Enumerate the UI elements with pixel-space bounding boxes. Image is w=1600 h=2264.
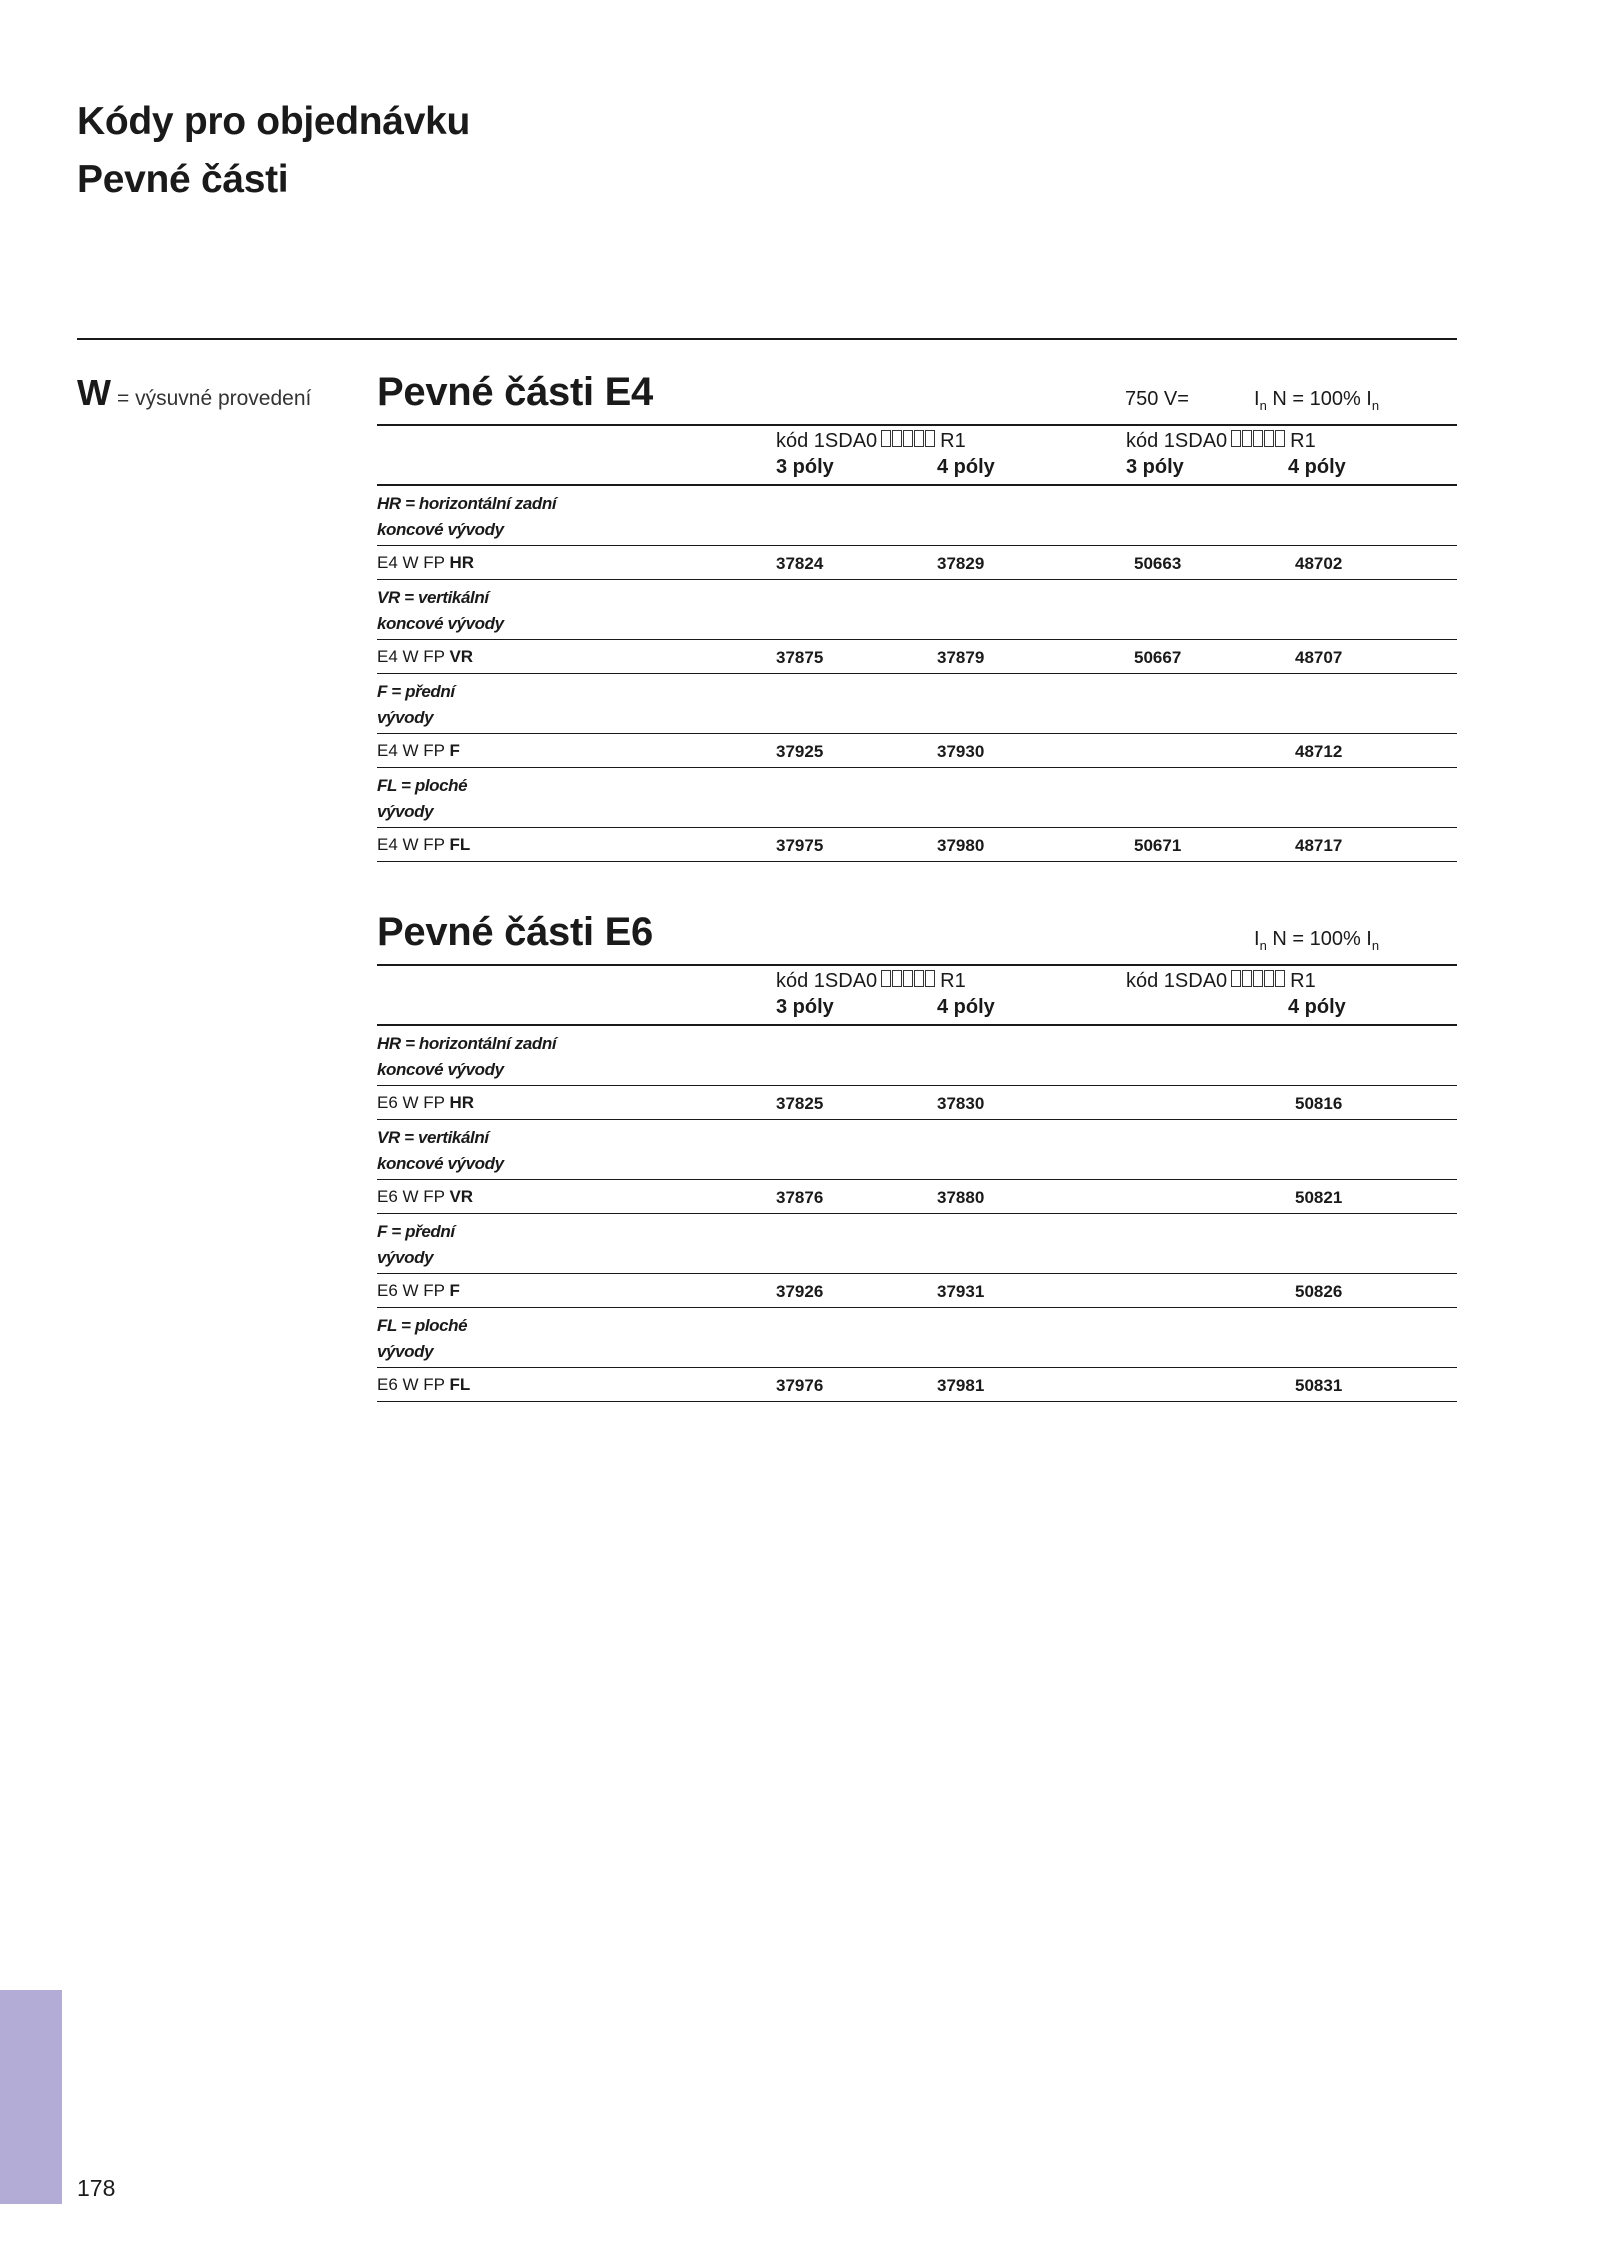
order-code-cell: 48702 <box>1295 554 1343 573</box>
terminal-type: HR <box>449 553 474 572</box>
poles-4-header: 4 póly <box>937 996 995 1018</box>
group-line: FL = ploché <box>377 776 468 795</box>
table-row <box>377 1086 1457 1120</box>
header-divider <box>77 338 1457 340</box>
code-placeholder-boxes <box>881 430 936 453</box>
order-code-cell: 37925 <box>776 742 824 761</box>
terminal-group-label <box>377 585 637 637</box>
code-placeholder-box <box>1264 970 1274 987</box>
table-row <box>377 640 1457 674</box>
code-suffix: R1 <box>1290 430 1316 452</box>
code-placeholder-boxes <box>1231 970 1286 993</box>
page-number: 178 <box>77 2175 116 2201</box>
terminal-group-row <box>377 486 1457 546</box>
in-text: N = 100% I <box>1266 928 1372 950</box>
code-placeholder-boxes <box>1231 430 1286 453</box>
terminal-group-label <box>377 773 637 825</box>
code-placeholder-box <box>881 430 891 447</box>
group-line: VR = vertikální <box>377 1128 489 1147</box>
order-code-cell: 37976 <box>776 1376 824 1395</box>
order-code-cell: 50816 <box>1295 1094 1343 1113</box>
section-e6 <box>377 910 1457 1402</box>
order-code-cell: 37824 <box>776 554 824 573</box>
group-line: vývody <box>377 802 434 821</box>
order-code-cell: 37875 <box>776 648 824 667</box>
order-code-cell: 37829 <box>937 554 985 573</box>
code-placeholder-box <box>1253 430 1263 447</box>
table-row <box>377 734 1457 768</box>
code-placeholder-boxes <box>881 970 936 993</box>
group-line: VR = vertikální <box>377 588 489 607</box>
code-placeholder-box <box>881 970 891 987</box>
voltage-label: 750 V= <box>1125 388 1189 410</box>
in-symbol: I <box>1254 388 1260 410</box>
code-placeholder-box <box>914 970 924 987</box>
legend-text: = výsuvné provedení <box>116 387 312 410</box>
group-line: koncové vývody <box>377 1060 504 1079</box>
terminal-group-label <box>377 491 637 543</box>
group-line: vývody <box>377 1248 434 1267</box>
product-name <box>377 1093 474 1113</box>
group-line: vývody <box>377 708 434 727</box>
code-prefix: kód 1SDA0 <box>1126 970 1228 992</box>
code-placeholder-box <box>892 970 902 987</box>
group-line: koncové vývody <box>377 1154 504 1173</box>
group-line: koncové vývody <box>377 520 504 539</box>
order-code-cell: 37825 <box>776 1094 824 1113</box>
code-placeholder-box <box>1242 430 1252 447</box>
group-line: vývody <box>377 1342 434 1361</box>
order-code-pattern <box>1126 970 1316 993</box>
legend-w <box>77 372 311 414</box>
terminal-group-row <box>377 1214 1457 1274</box>
poles-4-header: 4 póly <box>1288 996 1346 1018</box>
poles-3-header: 3 póly <box>1126 456 1184 478</box>
rated-current-label <box>1254 928 1379 953</box>
section-title: Pevné části E4 <box>377 370 653 414</box>
table-header <box>377 424 1457 486</box>
in-subscript: n <box>1371 398 1380 413</box>
terminal-group-label <box>377 1125 637 1177</box>
order-code-pattern <box>1126 430 1316 453</box>
order-code-cell: 50821 <box>1295 1188 1343 1207</box>
terminal-group-row <box>377 1308 1457 1368</box>
product-prefix: E4 W FP <box>377 835 450 854</box>
legend-letter: W <box>77 372 111 413</box>
group-line: F = přední <box>377 682 455 701</box>
order-code-cell: 37975 <box>776 836 824 855</box>
table-row <box>377 1368 1457 1402</box>
terminal-type: VR <box>449 1187 474 1206</box>
code-placeholder-box <box>925 970 935 987</box>
terminal-group-row <box>377 1026 1457 1086</box>
order-code-cell: 37876 <box>776 1188 824 1207</box>
product-prefix: E6 W FP <box>377 1375 450 1394</box>
product-name <box>377 1187 473 1207</box>
product-name <box>377 1281 460 1301</box>
group-line: koncové vývody <box>377 614 504 633</box>
table-row <box>377 546 1457 580</box>
page-title-line2: Pevné části <box>77 158 289 201</box>
product-prefix: E6 W FP <box>377 1281 450 1300</box>
terminal-group-label <box>377 1031 637 1083</box>
product-prefix: E4 W FP <box>377 741 450 760</box>
code-prefix: kód 1SDA0 <box>776 970 878 992</box>
terminal-group-row <box>377 1120 1457 1180</box>
product-prefix: E4 W FP <box>377 553 450 572</box>
table-header <box>377 964 1457 1026</box>
terminal-group-row <box>377 768 1457 828</box>
order-code-cell: 37880 <box>937 1188 985 1207</box>
in-text: N = 100% I <box>1266 388 1372 410</box>
code-prefix: kód 1SDA0 <box>1126 430 1228 452</box>
in-subscript: n <box>1259 398 1267 413</box>
group-line: HR = horizontální zadní <box>377 494 557 513</box>
terminal-group-label <box>377 679 637 731</box>
table-row <box>377 1180 1457 1214</box>
terminal-type: F <box>449 1281 460 1300</box>
order-code-cell: 50663 <box>1134 554 1182 573</box>
terminal-type: FL <box>449 835 471 854</box>
code-placeholder-box <box>1242 970 1252 987</box>
code-placeholder-box <box>1275 970 1285 987</box>
in-subscript: n <box>1371 938 1380 953</box>
code-prefix: kód 1SDA0 <box>776 430 878 452</box>
order-code-cell: 50831 <box>1295 1376 1343 1395</box>
group-line: HR = horizontální zadní <box>377 1034 557 1053</box>
page-title-line1: Kódy pro objednávku <box>77 100 471 143</box>
code-placeholder-box <box>914 430 924 447</box>
order-code-cell: 37980 <box>937 836 985 855</box>
code-placeholder-box <box>1275 430 1285 447</box>
order-code-cell: 50671 <box>1134 836 1182 855</box>
product-name <box>377 553 474 573</box>
order-code-pattern <box>776 430 966 453</box>
product-prefix: E6 W FP <box>377 1187 450 1206</box>
section-title-bar <box>377 370 1457 420</box>
order-code-cell: 50667 <box>1134 648 1182 667</box>
code-placeholder-box <box>892 430 902 447</box>
order-code-pattern <box>776 970 966 993</box>
in-symbol: I <box>1254 928 1260 950</box>
product-name <box>377 835 470 855</box>
code-placeholder-box <box>1264 430 1274 447</box>
table-row <box>377 828 1457 862</box>
code-suffix: R1 <box>1290 970 1316 992</box>
terminal-group-label <box>377 1219 637 1271</box>
code-placeholder-box <box>1253 970 1263 987</box>
code-placeholder-box <box>1231 430 1241 447</box>
product-name <box>377 647 473 667</box>
chapter-tab <box>0 1990 62 2204</box>
code-placeholder-box <box>925 430 935 447</box>
product-prefix: E4 W FP <box>377 647 450 666</box>
group-line: FL = ploché <box>377 1316 468 1335</box>
order-code-cell: 37931 <box>937 1282 985 1301</box>
order-code-cell: 48717 <box>1295 836 1343 855</box>
order-code-cell: 48707 <box>1295 648 1343 667</box>
product-prefix: E6 W FP <box>377 1093 450 1112</box>
in-subscript: n <box>1259 938 1267 953</box>
order-code-cell: 37879 <box>937 648 985 667</box>
table-row <box>377 1274 1457 1308</box>
terminal-type: VR <box>449 647 474 666</box>
terminal-group-row <box>377 580 1457 640</box>
order-code-cell: 37930 <box>937 742 985 761</box>
poles-4-header: 4 póly <box>937 456 995 478</box>
section-title-bar <box>377 910 1457 960</box>
order-code-cell: 37830 <box>937 1094 985 1113</box>
terminal-group-label <box>377 1313 637 1365</box>
order-code-cell: 48712 <box>1295 742 1343 761</box>
poles-4-header: 4 póly <box>1288 456 1346 478</box>
terminal-type: F <box>449 741 460 760</box>
code-suffix: R1 <box>940 430 966 452</box>
product-name <box>377 1375 470 1395</box>
code-placeholder-box <box>903 970 913 987</box>
poles-3-header: 3 póly <box>776 456 834 478</box>
terminal-group-row <box>377 674 1457 734</box>
code-placeholder-box <box>903 430 913 447</box>
code-placeholder-box <box>1231 970 1241 987</box>
rated-current-label <box>1254 388 1379 413</box>
order-code-cell: 37981 <box>937 1376 985 1395</box>
terminal-type: HR <box>449 1093 474 1112</box>
code-suffix: R1 <box>940 970 966 992</box>
order-code-cell: 50826 <box>1295 1282 1343 1301</box>
poles-3-header: 3 póly <box>776 996 834 1018</box>
section-title: Pevné části E6 <box>377 910 653 954</box>
order-code-cell: 37926 <box>776 1282 824 1301</box>
product-name <box>377 741 460 761</box>
section-e4 <box>377 370 1457 862</box>
group-line: F = přední <box>377 1222 455 1241</box>
terminal-type: FL <box>449 1375 471 1394</box>
